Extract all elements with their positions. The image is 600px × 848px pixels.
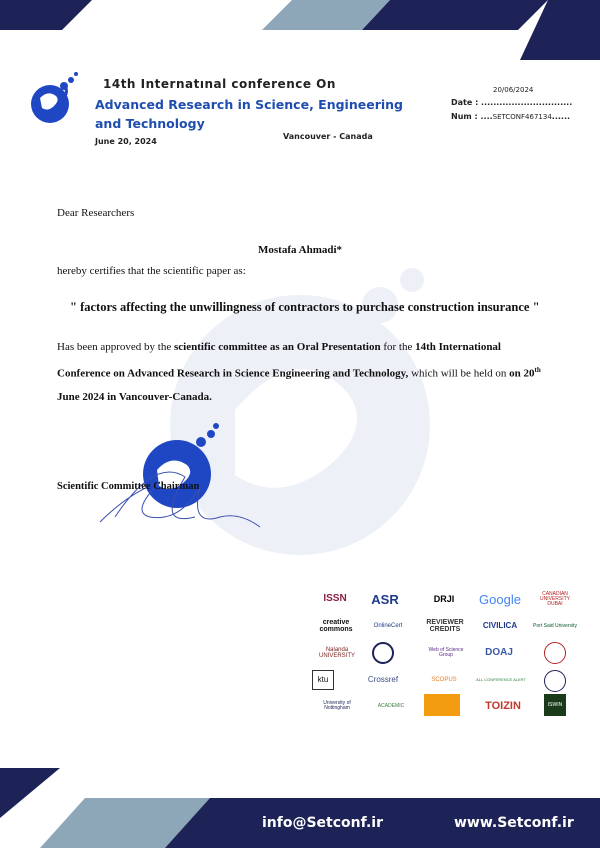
salutation: Dear Researchers [57, 207, 135, 219]
logo-reviewer-credits: REVIEWER CREDITS [426, 619, 464, 633]
logo-scopus: SCOPUS [431, 677, 457, 683]
footer-banner [0, 768, 600, 848]
logo-ktu: ktu [312, 670, 334, 690]
logo-nalanda: Nalanda UNIVERSITY [318, 647, 355, 659]
conference-logo [30, 70, 82, 126]
logo-google: Google [479, 591, 521, 607]
top-banner [0, 0, 600, 60]
signature-stamp [95, 422, 270, 532]
certificate-number: SETCONF467134 [492, 113, 552, 121]
logo-onlinecert: OnlineCert [373, 623, 403, 629]
logo-civilica: CIVILICA [482, 621, 518, 630]
logo-crossref: Crossref [367, 675, 399, 684]
approval-line1 [57, 341, 501, 353]
indexing-logos [310, 588, 580, 718]
logo-creative-commons: creative commons [319, 619, 353, 633]
date-line: Date : .............................. [451, 98, 573, 107]
held-date: on 20 [509, 367, 535, 380]
paper-title: " factors affecting the unwillingness of contractors to purchase construction insurance " [70, 300, 540, 314]
approval-line2 [57, 366, 541, 380]
conference-location: Vancouver - Canada [283, 132, 373, 141]
conference-title-line2: Advanced Research in Science, Engineering [95, 97, 403, 112]
number-label: Num : .... [451, 112, 493, 121]
approval-text-b: scientific committee as an Oral Presentation [174, 341, 381, 353]
logo-issn: ISSN [323, 593, 347, 604]
logo-iswin: ISWIN [544, 694, 566, 716]
number-line [451, 112, 570, 121]
logo-nottingham: University of Nottingham [323, 700, 351, 711]
certifies-line: hereby certifies that the scientific paper as: [57, 265, 246, 277]
held-text: which will be held on [408, 367, 510, 380]
approval-line3: June 2024 in Vancouver-Canada. [57, 391, 212, 403]
conference-title-line1: 14th Internatınal conference On [103, 77, 336, 91]
logo-drji: DRJI [433, 593, 455, 604]
logo-all-conference-alert: ALL CONFERENCE ALERT [476, 677, 526, 682]
logo-web-of-science: Web of Science Group [428, 647, 464, 658]
author-name: Mostafa Ahmadi* [258, 244, 343, 256]
logo-academic: ACADEMIC [377, 702, 405, 709]
approval-text-a: Has been approved by the [57, 341, 174, 353]
logo-seal-red [544, 642, 566, 664]
conference-date: June 20, 2024 [95, 137, 157, 146]
conference-name: Conference on Advanced Research in Science Engineering and Technology, [57, 367, 409, 380]
number-trail: ...... [551, 112, 571, 121]
footer-website[interactable]: www.Setconf.ir [454, 815, 574, 831]
logo-asr: ASR [371, 591, 399, 607]
approval-text-c: for the [380, 341, 416, 353]
issue-date: 20/06/2024 [493, 86, 534, 94]
logo-doaj: DOAJ [485, 647, 513, 658]
conference-title-line3: and Technology [95, 116, 205, 131]
signature-label: Scientific Committee Chairman [57, 481, 200, 492]
approval-text-d: 14th International [415, 341, 501, 353]
logo-university-seal [372, 642, 394, 664]
logo-toizin: TOIZIN [485, 699, 521, 712]
footer-email[interactable]: info@Setconf.ir [262, 815, 383, 831]
logo-seal-blue [544, 670, 566, 692]
logo-port-said-university: Port Said University [533, 622, 577, 629]
held-date-suffix: th [534, 366, 541, 374]
logo-canadian-university: CANADIAN UNIVERSITY DUBAI [539, 590, 570, 607]
logo-orange-banner [424, 694, 460, 716]
